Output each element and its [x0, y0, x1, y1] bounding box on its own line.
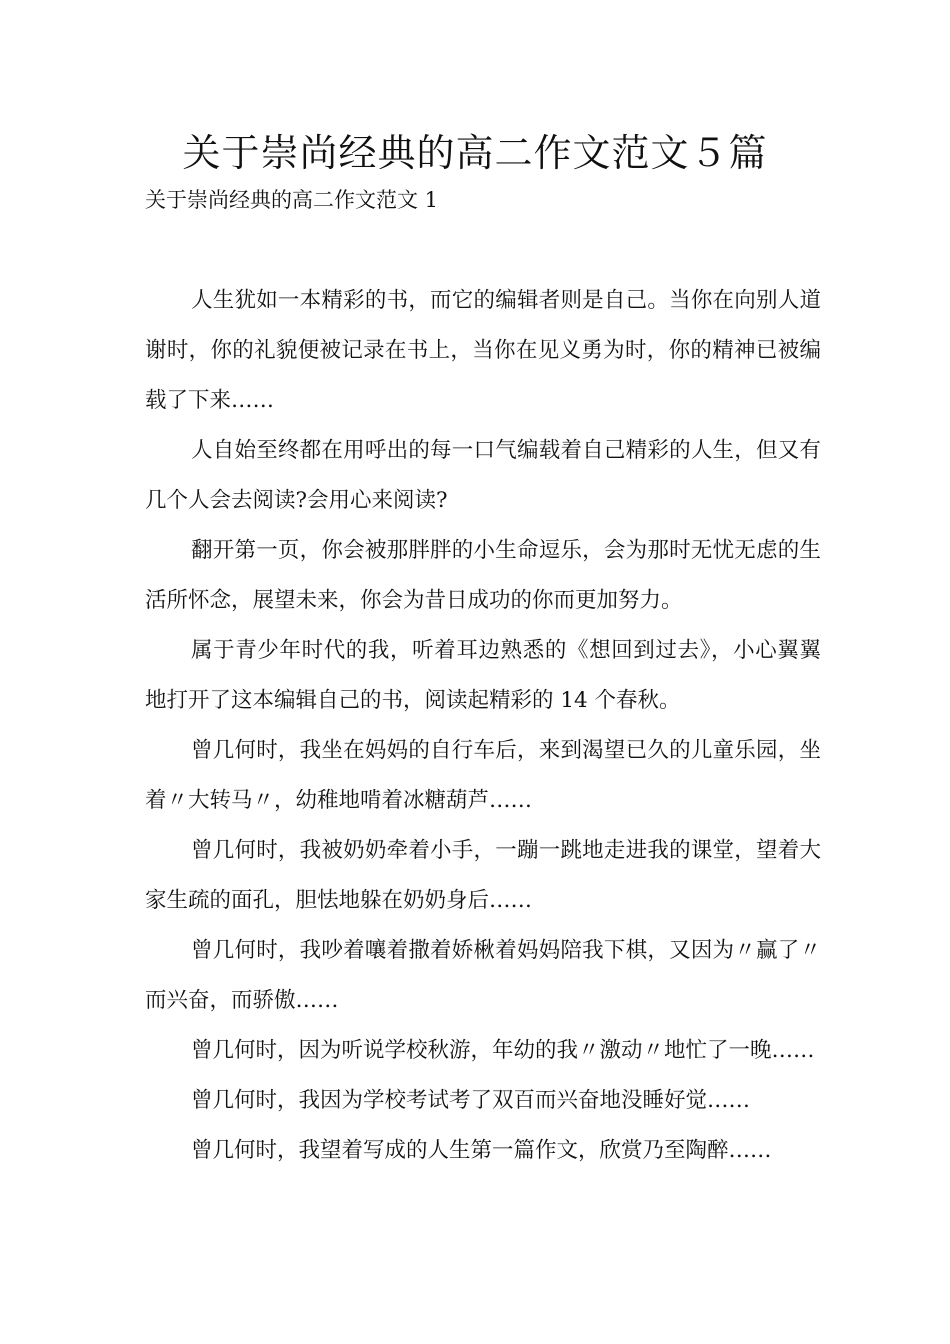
document-title: 关于崇尚经典的高二作文范文５篇: [182, 131, 768, 175]
paragraph: 翻开第一页，你会被那胖胖的小生命逗乐，会为那时无忧无虑的生活所怀念，展望未来，你会为昔日成功的你而更加努力。: [145, 538, 821, 613]
essay-body: [145, 276, 821, 1176]
paragraph: 曾几何时，我吵着嚷着撒着娇楸着妈妈陪我下棋，又因为〃赢了〃而兴奋，而骄傲……: [145, 938, 821, 1013]
paragraph: 曾几何时，我被奶奶牵着小手，一蹦一跳地走进我的课堂，望着大家生疏的面孔，胆怯地躲在奶奶身后……: [145, 838, 821, 913]
paragraph: 人自始至终都在用呼出的每一口气编载着自己精彩的人生，但又有几个人会去阅读?会用心来阅读?: [145, 438, 821, 513]
paragraph: 属于青少年时代的我，听着耳边熟悉的《想回到过去》，小心翼翼地打开了这本编辑自己的书，阅读起精彩的 14 个春秋。: [145, 638, 821, 713]
paragraph: 曾几何时，我望着写成的人生第一篇作文，欣赏乃至陶醉……: [191, 1138, 772, 1163]
section-subtitle: 关于崇尚经典的高二作文范文 1: [145, 188, 439, 212]
paragraph: 曾几何时，我因为学校考试考了双百而兴奋地没睡好觉……: [191, 1088, 751, 1113]
paragraph: 人生犹如一本精彩的书，而它的编辑者则是自己。当你在向别人道谢时，你的礼貌便被记录在书上，当你在见义勇为时，你的精神已被编载了下来……: [145, 288, 821, 413]
paragraph: 曾几何时，因为听说学校秋游，年幼的我〃激动〃地忙了一晚……: [191, 1038, 815, 1063]
paragraph: 曾几何时，我坐在妈妈的自行车后，来到渴望已久的儿童乐园，坐着〃大转马〃，幼稚地啃着冰糖葫芦……: [145, 738, 821, 813]
